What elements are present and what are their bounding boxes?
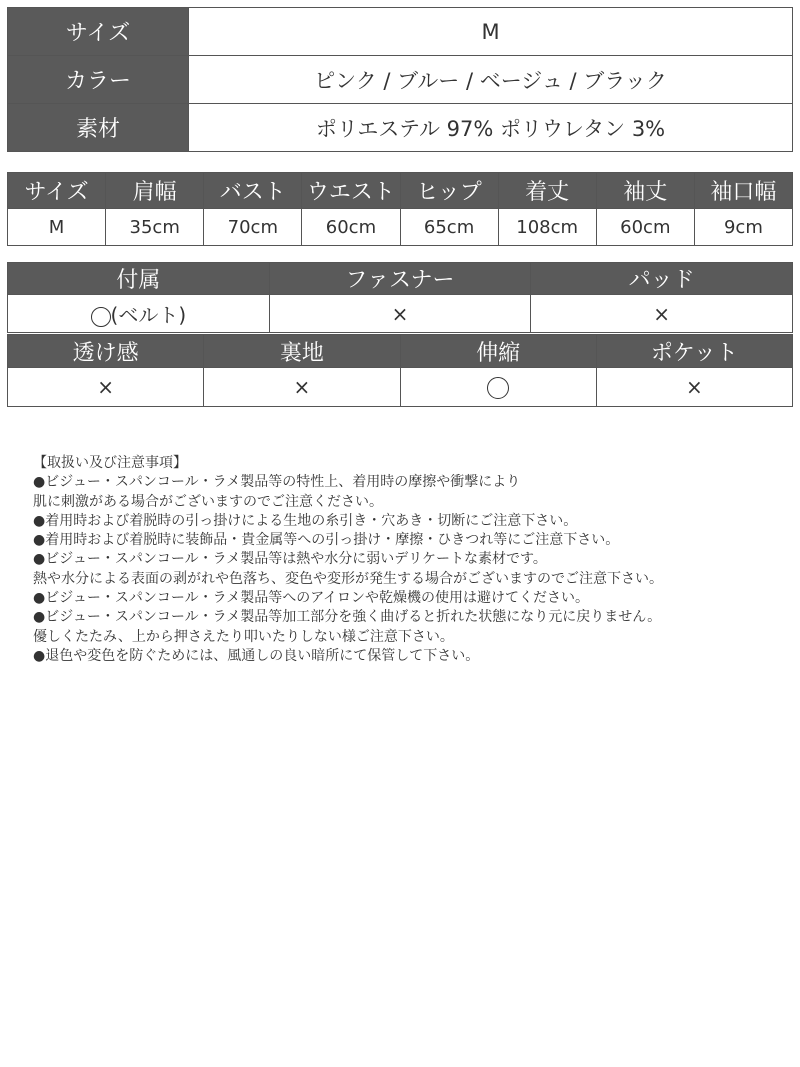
spec-label-material: 素材 <box>8 104 189 152</box>
size-header: 肩幅 <box>106 173 204 209</box>
size-header: 着丈 <box>498 173 596 209</box>
spec-value-material: ポリエステル 97% ポリウレタン 3% <box>189 104 793 152</box>
accessories-cell-included <box>8 295 270 333</box>
features-header: 伸縮 <box>400 335 596 368</box>
accessories-header: 付属 <box>8 263 270 295</box>
features-cell-lining: × <box>204 368 400 407</box>
size-cell: 9cm <box>694 209 792 246</box>
size-header: 袖口幅 <box>694 173 792 209</box>
care-note-line: ●ビジュー・スパンコール・ラメ製品等の特性上、着用時の摩擦や衝撃により <box>33 474 521 491</box>
size-header: サイズ <box>8 173 106 209</box>
size-cell: 60cm <box>302 209 400 246</box>
size-cell: 108cm <box>498 209 596 246</box>
circle-icon <box>487 377 509 399</box>
care-notes-title: 【取扱い及び注意事項】 <box>33 455 187 471</box>
care-note-line: ●退色や変色を防ぐためには、風通しの良い暗所にて保管して下さい。 <box>33 647 480 664</box>
spec-row-color <box>8 56 793 104</box>
spec-row-material <box>8 104 793 152</box>
accessories-header: パッド <box>531 263 793 295</box>
size-cell: 60cm <box>596 209 694 246</box>
accessories-cell-zipper: × <box>269 295 531 333</box>
size-value-row <box>8 209 793 246</box>
accessories-header: ファスナー <box>269 263 531 295</box>
features-table <box>7 334 793 407</box>
features-cell-sheer: × <box>8 368 204 407</box>
accessories-header-row <box>8 263 793 295</box>
features-cell-pocket: × <box>596 368 792 407</box>
circle-icon <box>91 307 111 327</box>
care-note-line: ●着用時および着脱時の引っ掛けによる生地の糸引き・穴あき・切断にご注意下さい。 <box>33 512 578 529</box>
size-header: ヒップ <box>400 173 498 209</box>
size-header: バスト <box>204 173 302 209</box>
care-note-line: 優しくたたみ、上から押さえたり叩いたりしない様ご注意下さい。 <box>33 628 454 645</box>
size-header: ウエスト <box>302 173 400 209</box>
features-header-row <box>8 335 793 368</box>
features-header: 透け感 <box>8 335 204 368</box>
accessories-value: (ベルト) <box>110 303 187 327</box>
spec-table <box>7 7 793 152</box>
size-table <box>7 172 793 246</box>
features-cell-stretch <box>400 368 596 407</box>
size-cell: 35cm <box>106 209 204 246</box>
size-header: 袖丈 <box>596 173 694 209</box>
size-header-row <box>8 173 793 209</box>
care-notes <box>33 454 793 666</box>
size-cell: 65cm <box>400 209 498 246</box>
care-note-line: ●着用時および着脱時に装飾品・貴金属等への引っ掛け・摩擦・ひきつれ等にご注意下さい。 <box>33 532 620 549</box>
spec-value-color: ピンク / ブルー / ベージュ / ブラック <box>189 56 793 104</box>
care-note-line: ●ビジュー・スパンコール・ラメ製品等へのアイロンや乾燥機の使用は避けてください。 <box>33 590 589 607</box>
accessories-cell-pad: × <box>531 295 793 333</box>
care-note-line: ●ビジュー・スパンコール・ラメ製品等は熱や水分に弱いデリケートな素材です。 <box>33 551 547 568</box>
care-note-line: ●ビジュー・スパンコール・ラメ製品等加工部分を強く曲げると折れた状態になり元に戻りません。 <box>33 609 662 626</box>
features-header: ポケット <box>596 335 792 368</box>
care-note-line: 肌に刺激がある場合がございますのでご注意ください。 <box>33 493 383 510</box>
spec-row-size <box>8 8 793 56</box>
features-header: 裏地 <box>204 335 400 368</box>
spec-label-size: サイズ <box>8 8 189 56</box>
size-cell: 70cm <box>204 209 302 246</box>
accessories-table <box>7 262 793 333</box>
features-value-row <box>8 368 793 407</box>
spec-label-color: カラー <box>8 56 189 104</box>
care-note-line: 熱や水分による表面の剥がれや色落ち、変色や変形が発生する場合がございますのでご注意下さい。 <box>33 570 663 587</box>
size-cell: M <box>8 209 106 246</box>
accessories-value-row <box>8 295 793 333</box>
spec-value-size: M <box>189 8 793 56</box>
